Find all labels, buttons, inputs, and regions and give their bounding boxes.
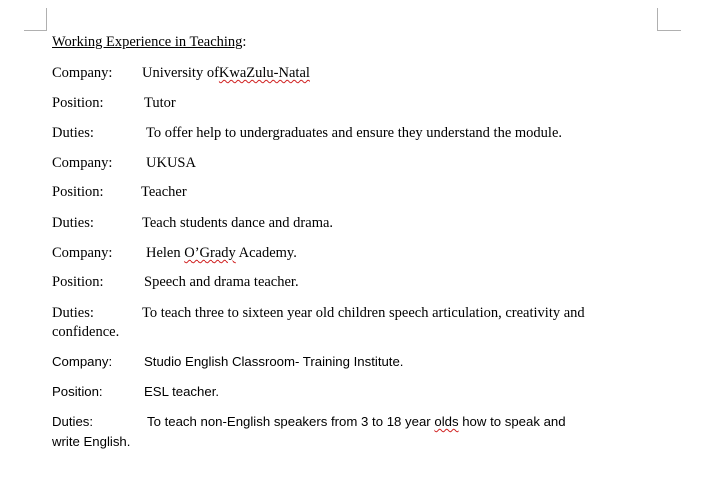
section-heading-colon: : (242, 34, 247, 50)
duties-label: Duties: (52, 305, 94, 321)
crop-mark-top-left (24, 30, 47, 31)
position-value: Tutor (144, 95, 176, 111)
spellcheck-word[interactable]: KwaZulu-Natal (218, 65, 310, 81)
company-label: Company: (52, 245, 113, 261)
crop-mark-top-left (46, 8, 47, 31)
duties-value (147, 414, 566, 429)
duties-label: Duties: (52, 414, 94, 429)
position-label: Position: (52, 184, 104, 200)
spellcheck-word[interactable]: O’Grady (184, 245, 236, 261)
position-label: Position: (52, 274, 104, 290)
position-value: ESL teacher. (144, 384, 220, 399)
company-value-text: Helen (146, 245, 185, 261)
company-label: Company: (52, 155, 113, 171)
spellcheck-word[interactable]: olds (434, 414, 459, 429)
duties-value: To teach three to sixteen year old children speech articulation, creativity and (142, 305, 585, 321)
duties-value: Teach students dance and drama. (142, 215, 334, 231)
duties-value: To offer help to undergraduates and ensure they understand the module. (146, 125, 563, 141)
duties-value-text: how to speak and (458, 414, 566, 429)
company-label: Company: (52, 354, 113, 369)
section-heading[interactable] (52, 34, 246, 51)
position-value: Speech and drama teacher. (144, 274, 299, 290)
duties-value-continuation: confidence. (52, 324, 120, 340)
position-label: Position: (52, 384, 103, 399)
company-value (146, 245, 297, 262)
section-heading-text: Working Experience in Teaching (52, 34, 243, 50)
company-value-text: Academy. (235, 245, 297, 261)
duties-value-text: To teach non-English speakers from 3 to 18 year (147, 414, 435, 429)
crop-mark-top-right (657, 8, 658, 31)
position-label: Position: (52, 95, 104, 111)
company-value: Studio English Classroom- Training Institute. (144, 354, 404, 369)
duties-value-continuation: write English. (52, 434, 131, 449)
duties-label: Duties: (52, 125, 94, 141)
company-label: Company: (52, 65, 113, 81)
position-value: Teacher (141, 184, 187, 200)
duties-label: Duties: (52, 215, 94, 231)
company-value (142, 65, 310, 82)
crop-mark-top-right (657, 30, 681, 31)
company-value: UKUSA (146, 155, 196, 171)
company-value-text: University of (142, 65, 219, 81)
